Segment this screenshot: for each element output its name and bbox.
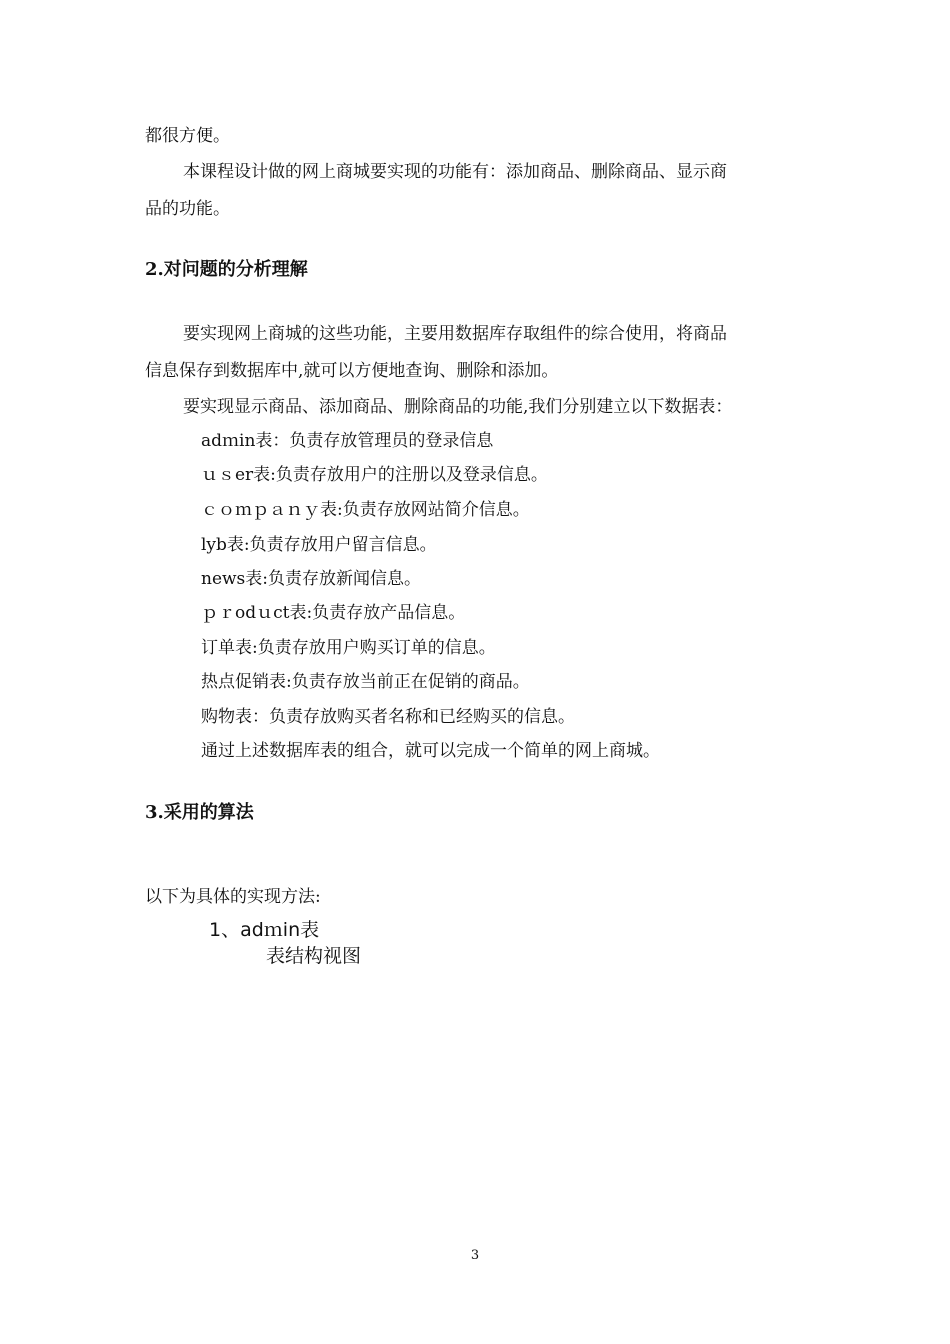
table-list-item: lyb表:负责存放用户留言信息。 [201, 535, 437, 555]
table-list-item: ｃｏｍｐａｎｙ表:负责存放网站简介信息。 [201, 500, 530, 520]
paragraph-line: 要实现显示商品、添加商品、删除商品的功能,我们分别建立以下数据表： [183, 397, 733, 417]
list-subitem-structure-view: 表结构视图 [266, 945, 362, 967]
paragraph-line: 本课程设计做的网上商城要实现的功能有：添加商品、删除商品、显示商 [183, 162, 727, 182]
paragraph-line: 品的功能。 [145, 199, 230, 219]
table-list-item: 购物表：负责存放购买者名称和已经购买的信息。 [201, 707, 575, 727]
table-list-item: adｍin表：负责存放管理员的登录信息 [201, 431, 494, 451]
paragraph-line: 都很方便。 [145, 126, 230, 146]
section-heading-2: 2.对问题的分析理解 [145, 259, 308, 280]
table-list-item: 热点促销表:负责存放当前正在促销的商品。 [201, 672, 530, 692]
list-item-admin: 1、adｍin表 [209, 919, 320, 941]
intro-line: 以下为具体的实现方法: [145, 887, 321, 907]
paragraph-line: 要实现网上商城的这些功能，主要用数据库存取组件的综合使用，将商品 [183, 324, 727, 344]
paragraph-line: 信息保存到数据库中,就可以方便地查询、删除和添加。 [145, 361, 559, 381]
summary-line: 通过上述数据库表的组合，就可以完成一个简单的网上商城。 [201, 741, 660, 761]
table-list-item: 订单表:负责存放用户购买订单的信息。 [201, 638, 496, 658]
page-number: 3 [470, 1248, 480, 1263]
section-heading-3: 3.采用的算法 [145, 802, 254, 823]
table-list-item: ｐｒodｕct表:负责存放产品信息。 [201, 603, 466, 623]
table-list-item: news表:负责存放新闻信息。 [201, 569, 422, 589]
table-list-item: ｕｓer表:负责存放用户的注册以及登录信息。 [201, 465, 548, 485]
